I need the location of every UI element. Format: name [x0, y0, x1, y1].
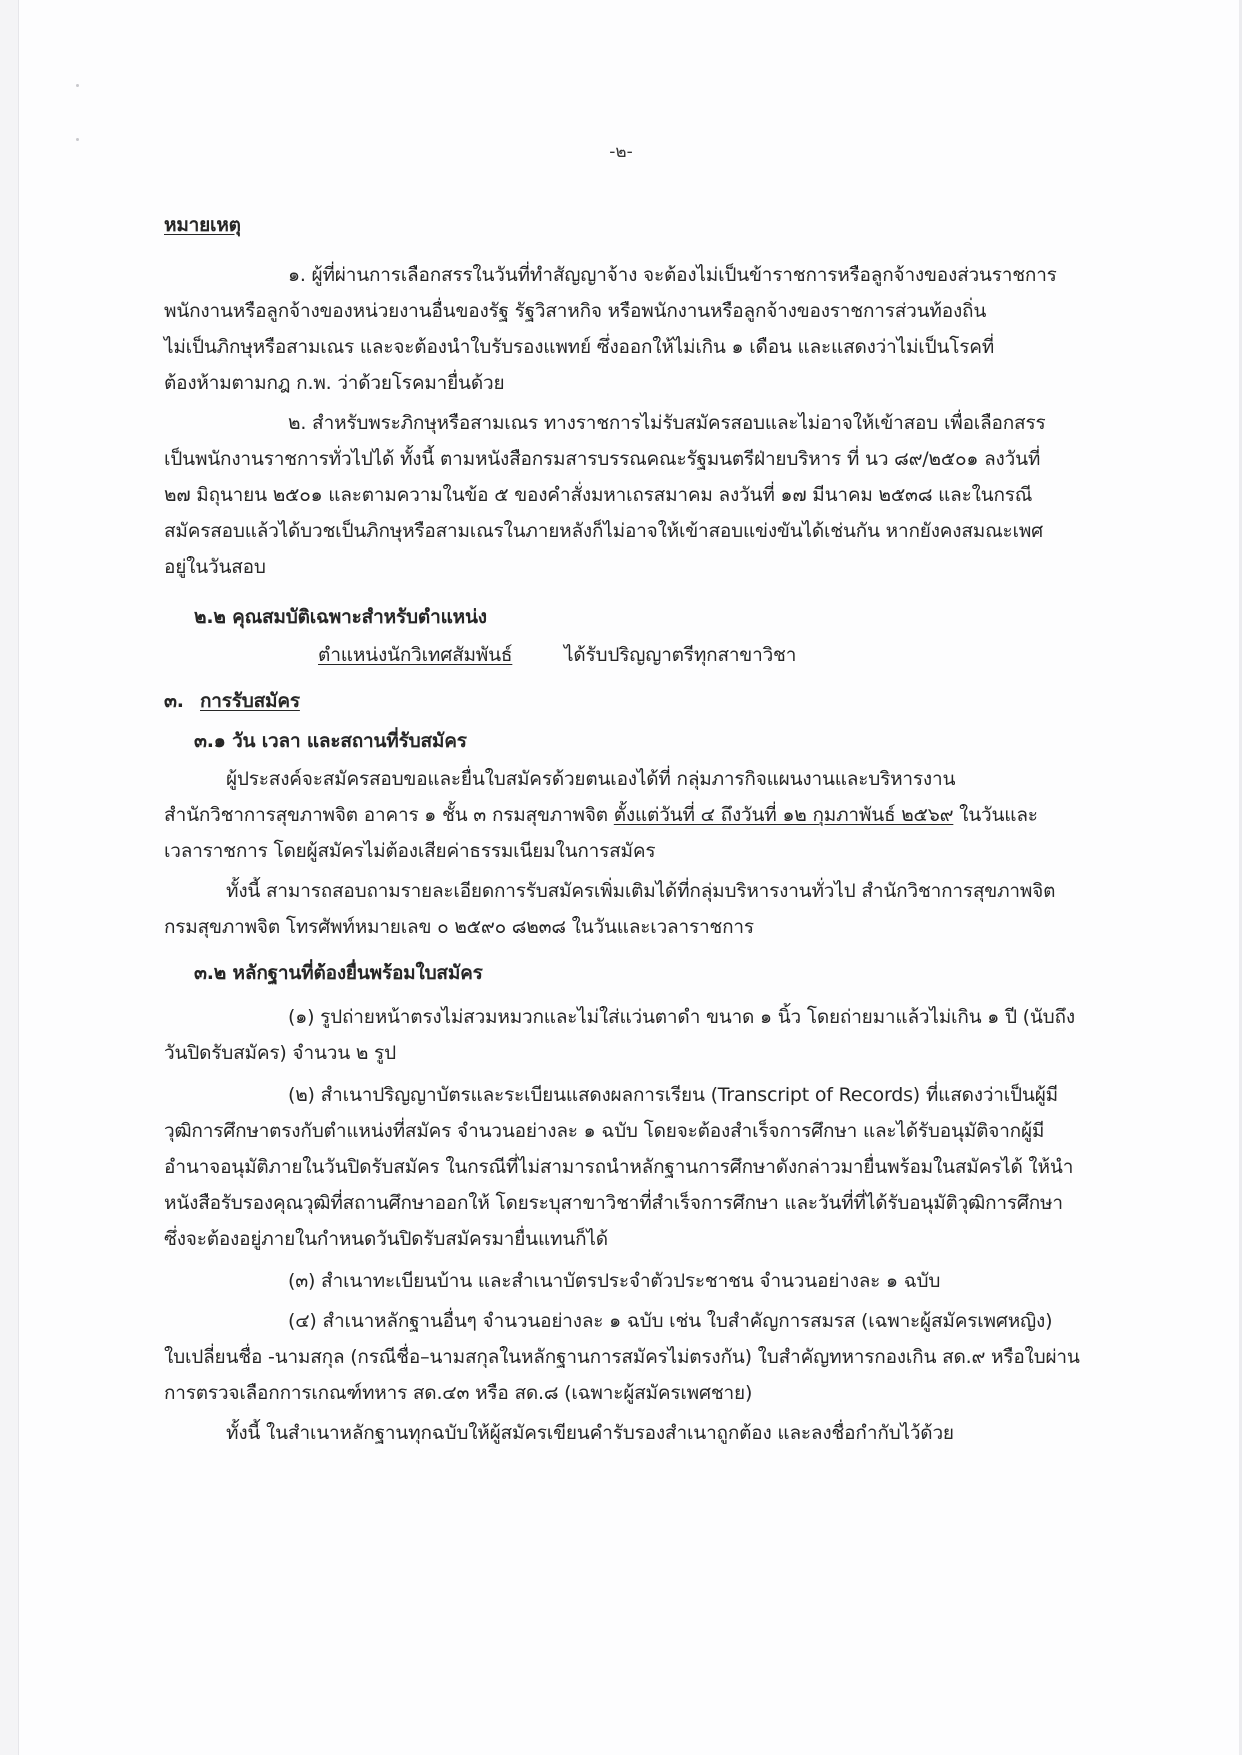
- note-item2-line: อยู่ในวันสอบ: [164, 556, 266, 578]
- note-item2-line: เป็นพนักงานราชการทั่วไปได้ ทั้งนี้ ตามหนังสือกรมสารบรรณคณะรัฐมนตรีฝ่ายบริหาร ที่ นว ๘๙/๒๕๐๑ ลงวันที่: [164, 448, 1041, 470]
- document-item-line: ใบเปลี่ยนชื่อ -นามสกุล (กรณีชื่อ–นามสกุลในหลักฐานการสมัครไม่ตรงกัน) ใบสำคัญทหารกองเกิน สด.๙ หรือใบผ่าน: [164, 1346, 1080, 1368]
- document-item-line: ซึ่งจะต้องอยู่ภายในกำหนดวันปิดรับสมัครมายื่นแทนก็ได้: [164, 1228, 608, 1250]
- location-text-tail: ในวันและ: [953, 804, 1038, 826]
- section-3-2-heading: ๓.๒ หลักฐานที่ต้องยื่นพร้อมใบสมัคร: [194, 962, 483, 984]
- section-3-1-para-line: เวลาราชการ โดยผู้สมัครไม่ต้องเสียค่าธรรมเนียมในการสมัคร: [164, 840, 656, 862]
- scan-speck: [76, 84, 79, 87]
- note-item1-line: ๑. ผู้ที่ผ่านการเลือกสรรในวันที่ทำสัญญาจ้าง จะต้องไม่เป็นข้าราชการหรือลูกจ้างของส่วนราชการ: [288, 264, 1057, 286]
- document-item-line: การตรวจเลือกการเกณฑ์ทหาร สด.๔๓ หรือ สด.๘ (เฉพาะผู้สมัครเพศชาย): [164, 1382, 753, 1404]
- note-item1-line: ไม่เป็นภิกษุหรือสามเณร และจะต้องนำใบรับรองแพทย์ ซึ่งออกให้ไม่เกิน ๑ เดือน และแสดงว่าไม่เป็นโรคที่: [164, 336, 995, 358]
- document-item-line: อำนาจอนุมัติภายในวันปิดรับสมัคร ในกรณีที่ไม่สามารถนำหลักฐานการศึกษาดังกล่าวมายื่นพร้อมในสมัครได้ ให้นำ: [164, 1156, 1074, 1178]
- document-item-line: วันปิดรับสมัคร) จำนวน ๒ รูป: [164, 1042, 396, 1064]
- section-3-1-para-line: ผู้ประสงค์จะสมัครสอบขอและยื่นใบสมัครด้วยตนเองได้ที่ กลุ่มภารกิจแผนงานและบริหารงาน: [226, 768, 956, 790]
- note-item1-line: ต้องห้ามตามกฎ ก.พ. ว่าด้วยโรคมายื่นด้วย: [164, 372, 505, 394]
- note-item2-line: สมัครสอบแล้วได้บวชเป็นภิกษุหรือสามเณรในภายหลังก็ไม่อาจให้เข้าสอบแข่งขันได้เช่นกัน หากยังคงสมณะเพศ: [164, 520, 1044, 542]
- note-item2-line: ๒. สำหรับพระภิกษุหรือสามเณร ทางราชการไม่รับสมัครสอบและไม่อาจให้เข้าสอบ เพื่อเลือกสรร: [288, 412, 1046, 434]
- location-text: สำนักวิชาการสุขภาพจิต อาคาร ๑ ชั้น ๓ กรมสุขภาพจิต: [164, 804, 614, 826]
- document-item-line: (๑) รูปถ่ายหน้าตรงไม่สวมหมวกและไม่ใส่แว่นตาดำ ขนาด ๑ นิ้ว โดยถ่ายมาแล้วไม่เกิน ๑ ปี (นับถึง: [288, 1006, 1075, 1028]
- note-item2-line: ๒๗ มิถุนายน ๒๕๐๑ และตามความในข้อ ๕ ของคำสั่งมหาเถรสมาคม ลงวันที่ ๑๗ มีนาคม ๒๕๓๘ และในกรณี: [164, 484, 1033, 506]
- section-3-number: ๓.: [164, 690, 184, 712]
- note-heading: หมายเหตุ: [164, 214, 241, 236]
- section-3-1-heading: ๓.๑ วัน เวลา และสถานที่รับสมัคร: [194, 730, 467, 752]
- closing-note: ทั้งนี้ ในสำเนาหลักฐานทุกฉบับให้ผู้สมัครเขียนคำรับรองสำเนาถูกต้อง และลงชื่อกำกับไว้ด้วย: [226, 1422, 954, 1444]
- position-requirement: ได้รับปริญญาตรีทุกสาขาวิชา: [564, 644, 797, 666]
- document-item-line: (๒) สำเนาปริญญาบัตรและระเบียนแสดงผลการเรียน (Transcript of Records) ที่แสดงว่าเป็นผู้มี: [288, 1084, 1058, 1106]
- section-3-1-para-line: [164, 802, 1038, 828]
- page-number: -๒-: [609, 142, 633, 162]
- document-item-line: หนังสือรับรองคุณวุฒิที่สถานศึกษาออกให้ โดยระบุสาขาวิชาที่สำเร็จการศึกษา และวันที่ที่ได้รับอนุมัติวุฒิการศึกษา: [164, 1192, 1063, 1214]
- section-2-2-heading: ๒.๒ คุณสมบัติเฉพาะสำหรับตำแหน่ง: [194, 606, 487, 628]
- application-period: ตั้งแต่วันที่ ๔ ถึงวันที่ ๑๒ กุมภาพันธ์ ๒๕๖๙: [613, 804, 954, 826]
- position-label: ตำแหน่งนักวิเทศสัมพันธ์: [318, 644, 513, 666]
- section-3-heading: การรับสมัคร: [200, 690, 300, 712]
- contact-line: ทั้งนี้ สามารถสอบถามรายละเอียดการรับสมัครเพิ่มเติมได้ที่กลุ่มบริหารงานทั่วไป สำนักวิชาการสุขภาพจิต: [226, 880, 1056, 902]
- document-item-line: (๔) สำเนาหลักฐานอื่นๆ จำนวนอย่างละ ๑ ฉบับ เช่น ใบสำคัญการสมรส (เฉพาะผู้สมัครเพศหญิง): [288, 1310, 1053, 1332]
- document-item-line: วุฒิการศึกษาตรงกับตำแหน่งที่สมัคร จำนวนอย่างละ ๑ ฉบับ โดยจะต้องสำเร็จการศึกษา และได้รับอนุมัติจากผู้มี: [164, 1120, 1045, 1142]
- note-item1-line: พนักงานหรือลูกจ้างของหน่วยงานอื่นของรัฐ รัฐวิสาหกิจ หรือพนักงานหรือลูกจ้างของราชการส่วนท้องถิ่น: [164, 300, 987, 322]
- document-item-line: (๓) สำเนาทะเบียนบ้าน และสำเนาบัตรประจำตัวประชาชน จำนวนอย่างละ ๑ ฉบับ: [288, 1270, 941, 1292]
- contact-phone-line: กรมสุขภาพจิต โทรศัพท์หมายเลข ๐ ๒๕๙๐ ๘๒๓๘ ในวันและเวลาราชการ: [164, 916, 754, 938]
